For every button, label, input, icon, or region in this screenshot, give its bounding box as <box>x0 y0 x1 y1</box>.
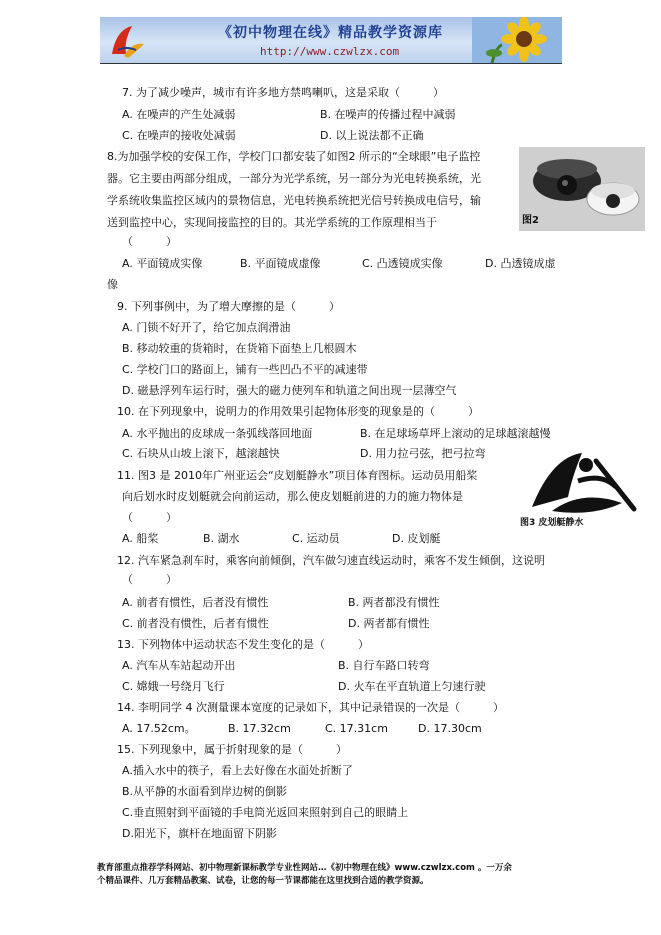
q7-option-b: B. 在噪声的传播过程中减弱 <box>320 108 456 121</box>
q15-option-c: C.垂直照射到平面镜的手电筒光返回来照射到自己的眼睛上 <box>122 806 409 819</box>
site-title: 《初中物理在线》精品教学资源库 <box>218 25 443 41</box>
q8-option-a: A. 平面镜成实像 <box>122 257 203 270</box>
q7-option-a: A. 在噪声的产生处减弱 <box>122 108 236 121</box>
q13-stem: 13. 下列物体中运动状态不发生变化的是（ ） <box>117 638 369 651</box>
q8-option-d: D. 凸透镜成虚 <box>485 257 556 270</box>
q10-option-b: B. 在足球场草坪上滚动的足球越滚越慢 <box>360 427 551 440</box>
footer-line1: 教育部重点推荐学科网站、初中物理新课标教学专业性网站…《初中物理在线》www.czwlzx.com 。一万余 <box>97 863 512 873</box>
q11-stem-line3: （ ） <box>122 511 177 524</box>
q11-stem-line2: 向后划水时皮划艇就会向前运动，那么使皮划艇前进的力的施力物体是 <box>122 490 463 503</box>
q11-option-c: C. 运动员 <box>292 532 340 545</box>
q8-stem-line1: 8.为加强学校的安保工作，学校门口都安装了如图2 所示的“全球眼”电子监控 <box>107 150 481 163</box>
q10-option-a: A. 水平抛出的皮球成一条弧线落回地面 <box>122 427 313 440</box>
q11-option-b: B. 湖水 <box>203 532 240 545</box>
q8-stem-line5: （ ） <box>122 235 177 248</box>
figure-3-label: 图3 皮划艇静水 <box>520 518 584 528</box>
q11-option-a: A. 船桨 <box>122 532 159 545</box>
q13-option-b: B. 自行车路口转弯 <box>338 659 430 672</box>
q13-option-c: C. 嫦娥一号绕月飞行 <box>122 680 225 693</box>
q11-option-d: D. 皮划艇 <box>392 532 441 545</box>
q8-stem-line2: 器。它主要由两部分组成，一部分为光学系统，另一部分为光电转换系统，光 <box>107 172 481 185</box>
q11-stem-line1: 11. 图3 是 2010年广州亚运会“皮划艇静水”项目体育图标。运动员用船桨 <box>117 469 478 482</box>
q8-option-c: C. 凸透镜成实像 <box>362 257 443 270</box>
figure-2-label: 图2 <box>522 215 539 226</box>
q9-option-b: B. 移动较重的货箱时，在货箱下面垫上几根圆木 <box>122 342 357 355</box>
footer-line2: 个精品课件、几万套精品教案、试卷，让您的每一节课都能在这里找到合适的教学资源。 <box>97 876 429 886</box>
q14-option-b: B. 17.32cm <box>228 722 291 735</box>
q10-stem: 10. 在下列现象中，说明力的作用效果引起物体形变的现象是的（ ） <box>117 405 479 418</box>
site-logo-icon <box>106 20 148 60</box>
q15-stem: 15. 下列现象中，属于折射现象的是（ ） <box>117 743 347 756</box>
q9-stem: 9. 下列事例中，为了增大摩擦的是（ ） <box>117 300 340 313</box>
q7-option-d: D. 以上说法都不正确 <box>320 129 424 142</box>
q7-stem: 7. 为了减少噪声，城市有许多地方禁鸣喇叭，这是采取（ ） <box>122 86 444 99</box>
figure-3-kayak <box>512 447 650 531</box>
q8-stem-line4: 送到监控中心，实现间接监控的目的。其光学系统的工作原理相当于 <box>107 216 437 229</box>
q10-option-c: C. 石块从山坡上滚下，越滚越快 <box>122 447 280 460</box>
header-divider <box>100 63 562 64</box>
q14-option-d: D. 17.30cm <box>418 722 482 735</box>
q15-option-d: D.阳光下，旗杆在地面留下阴影 <box>122 827 277 840</box>
site-url[interactable]: http://www.czwlzx.com <box>260 45 400 58</box>
q15-option-b: B.从平静的水面看到岸边树的倒影 <box>122 785 288 798</box>
q9-option-d: D. 磁悬浮列车运行时，强大的磁力使列车和轨道之间出现一层薄空气 <box>122 384 457 397</box>
header-banner <box>100 17 562 63</box>
kayak-pictogram-icon <box>512 447 650 519</box>
q8-option-b: B. 平面镜成虚像 <box>240 257 321 270</box>
q8-option-d-cont: 像 <box>107 278 118 291</box>
q15-option-a: A.插入水中的筷子，看上去好像在水面处折断了 <box>122 764 353 777</box>
q8-stem-line3: 学系统收集监控区域内的景物信息，光电转换系统把光信号转换成电信号，输 <box>107 194 481 207</box>
q10-option-d: D. 用力拉弓弦，把弓拉弯 <box>360 447 486 460</box>
q13-option-a: A. 汽车从车站起动开出 <box>122 659 236 672</box>
q12-stem-line2: （ ） <box>122 573 177 586</box>
q9-option-a: A. 门锁不好开了，给它加点润滑油 <box>122 321 291 334</box>
q12-option-a: A. 前者有惯性，后者没有惯性 <box>122 596 269 609</box>
q14-option-c: C. 17.31cm <box>325 722 388 735</box>
figure-2-camera <box>519 147 645 231</box>
q9-option-c: C. 学校门口的路面上，铺有一些凹凸不平的减速带 <box>122 363 368 376</box>
q13-option-d: D. 火车在平直轨道上匀速行驶 <box>338 680 486 693</box>
sunflower-icon <box>472 17 562 63</box>
q7-option-c: C. 在噪声的接收处减弱 <box>122 129 236 142</box>
q12-option-c: C. 前者没有惯性，后者有惯性 <box>122 617 269 630</box>
page-footer <box>97 862 567 888</box>
q12-stem-line1: 12. 汽车紧急刹车时，乘客向前倾倒，汽车做匀速直线运动时，乘客不发生倾倒，这说明 <box>117 554 545 567</box>
q14-option-a: A. 17.52cm。 <box>122 722 196 735</box>
q14-stem: 14. 李明同学 4 次测量课本宽度的记录如下，其中记录错误的一次是（ ） <box>117 701 504 714</box>
q12-option-d: D. 两者都有惯性 <box>348 617 430 630</box>
q12-option-b: B. 两者都没有惯性 <box>348 596 440 609</box>
